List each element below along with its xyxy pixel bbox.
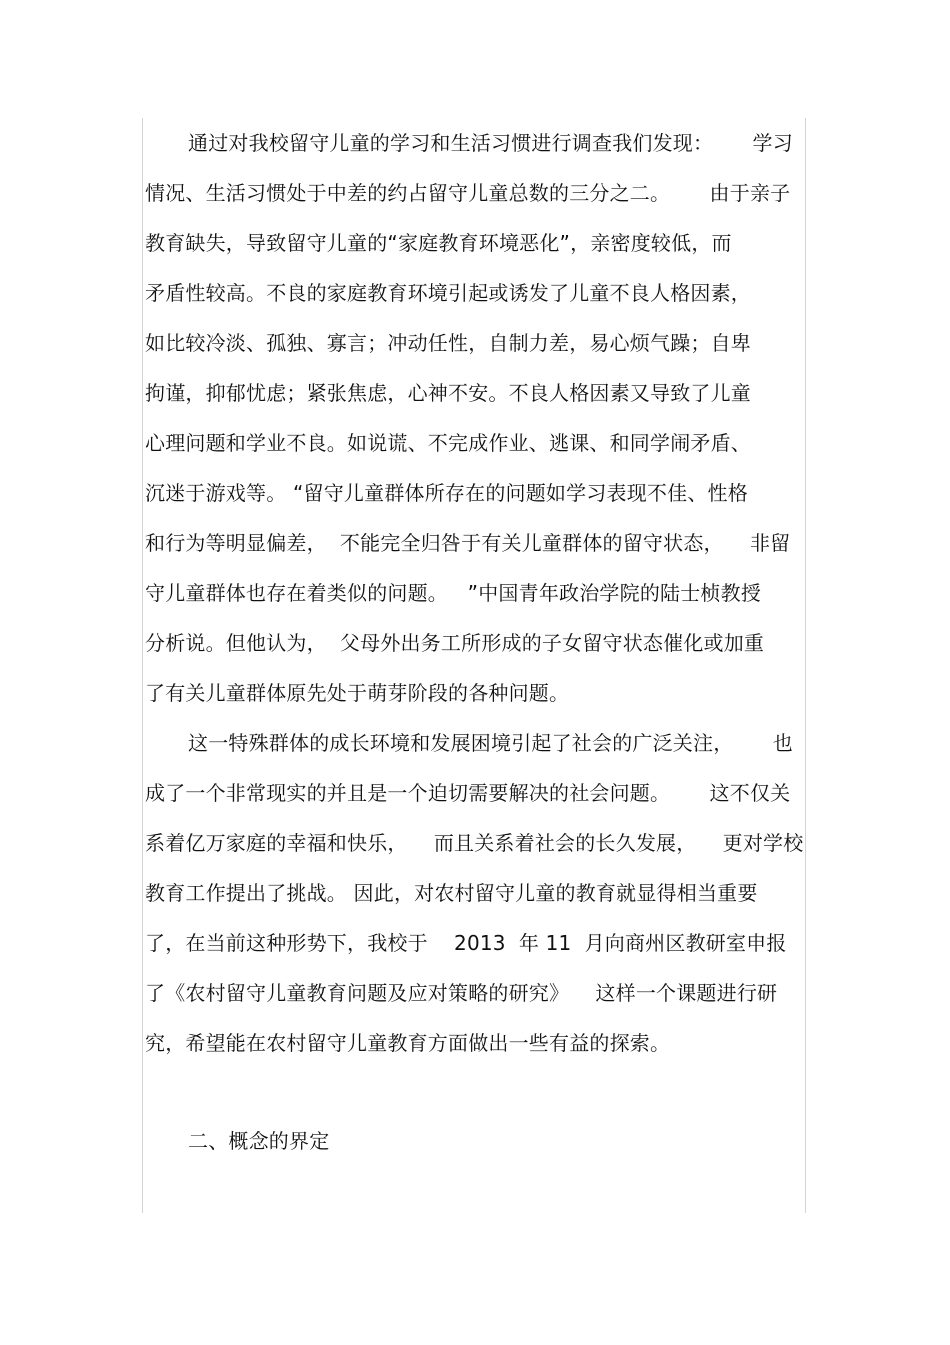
paragraph-line: 矛盾性较高。不良的家庭教育环境引起或诱发了儿童不良人格因素， bbox=[145, 281, 751, 305]
paragraph-line: 通过对我校留守儿童的学习和生活习惯进行调查我们发现： 学习 bbox=[188, 131, 793, 155]
paragraph-line: 教育工作提出了挑战。 因此，对农村留守儿童的教育就显得相当重要 bbox=[145, 881, 758, 905]
section-heading: 二、概念的界定 bbox=[188, 1129, 330, 1153]
paragraph-line: 沉迷于游戏等。 “留守儿童群体所存在的问题如学习表现不佳、性格 bbox=[145, 481, 748, 505]
paragraph-line: 拘谨，抑郁忧虑；紧张焦虑，心神不安。不良人格因素又导致了儿童 bbox=[145, 381, 751, 405]
paragraph-line: 如比较冷淡、孤独、寡言；冲动任性，自制力差，易心烦气躁；自卑 bbox=[145, 331, 751, 355]
paragraph-line: 这一特殊群体的成长环境和发展困境引起了社会的广泛关注， 也 bbox=[188, 731, 793, 755]
paragraph-line: 教育缺失，导致留守儿童的“家庭教育环境恶化”，亲密度较低，而 bbox=[145, 231, 732, 255]
paragraph-line: 系着亿万家庭的幸福和快乐， 而且关系着社会的长久发展， 更对学校 bbox=[145, 831, 804, 855]
paragraph-line: 心理问题和学业不良。如说谎、不完成作业、逃课、和同学闹矛盾、 bbox=[145, 431, 751, 455]
paragraph-line: 情况、生活习惯处于中差的约占留守儿童总数的三分之二。 由于亲子 bbox=[145, 181, 791, 205]
paragraph-line: 守儿童群体也存在着类似的问题。 ”中国青年政治学院的陆士桢教授 bbox=[145, 581, 762, 605]
paragraph-line: 了《农村留守儿童教育问题及应对策略的研究》 这样一个课题进行研 bbox=[145, 981, 778, 1005]
paragraph-line: 和行为等明显偏差， 不能完全归咎于有关儿童群体的留守状态， 非留 bbox=[145, 531, 791, 555]
paragraph-line: 究，希望能在农村留守儿童教育方面做出一些有益的探索。 bbox=[145, 1031, 671, 1055]
paragraph-line: 成了一个非常现实的并且是一个迫切需要解决的社会问题。 这不仅关 bbox=[145, 781, 791, 805]
paragraph-line: 了，在当前这种形势下，我校于 2013 年 11 月向商州区教研室申报 bbox=[145, 931, 787, 955]
paragraph-line: 分析说。但他认为， 父母外出务工所形成的子女留守状态催化或加重 bbox=[145, 631, 765, 655]
paragraph-line: 了有关儿童群体原先处于萌芽阶段的各种问题。 bbox=[145, 681, 570, 705]
